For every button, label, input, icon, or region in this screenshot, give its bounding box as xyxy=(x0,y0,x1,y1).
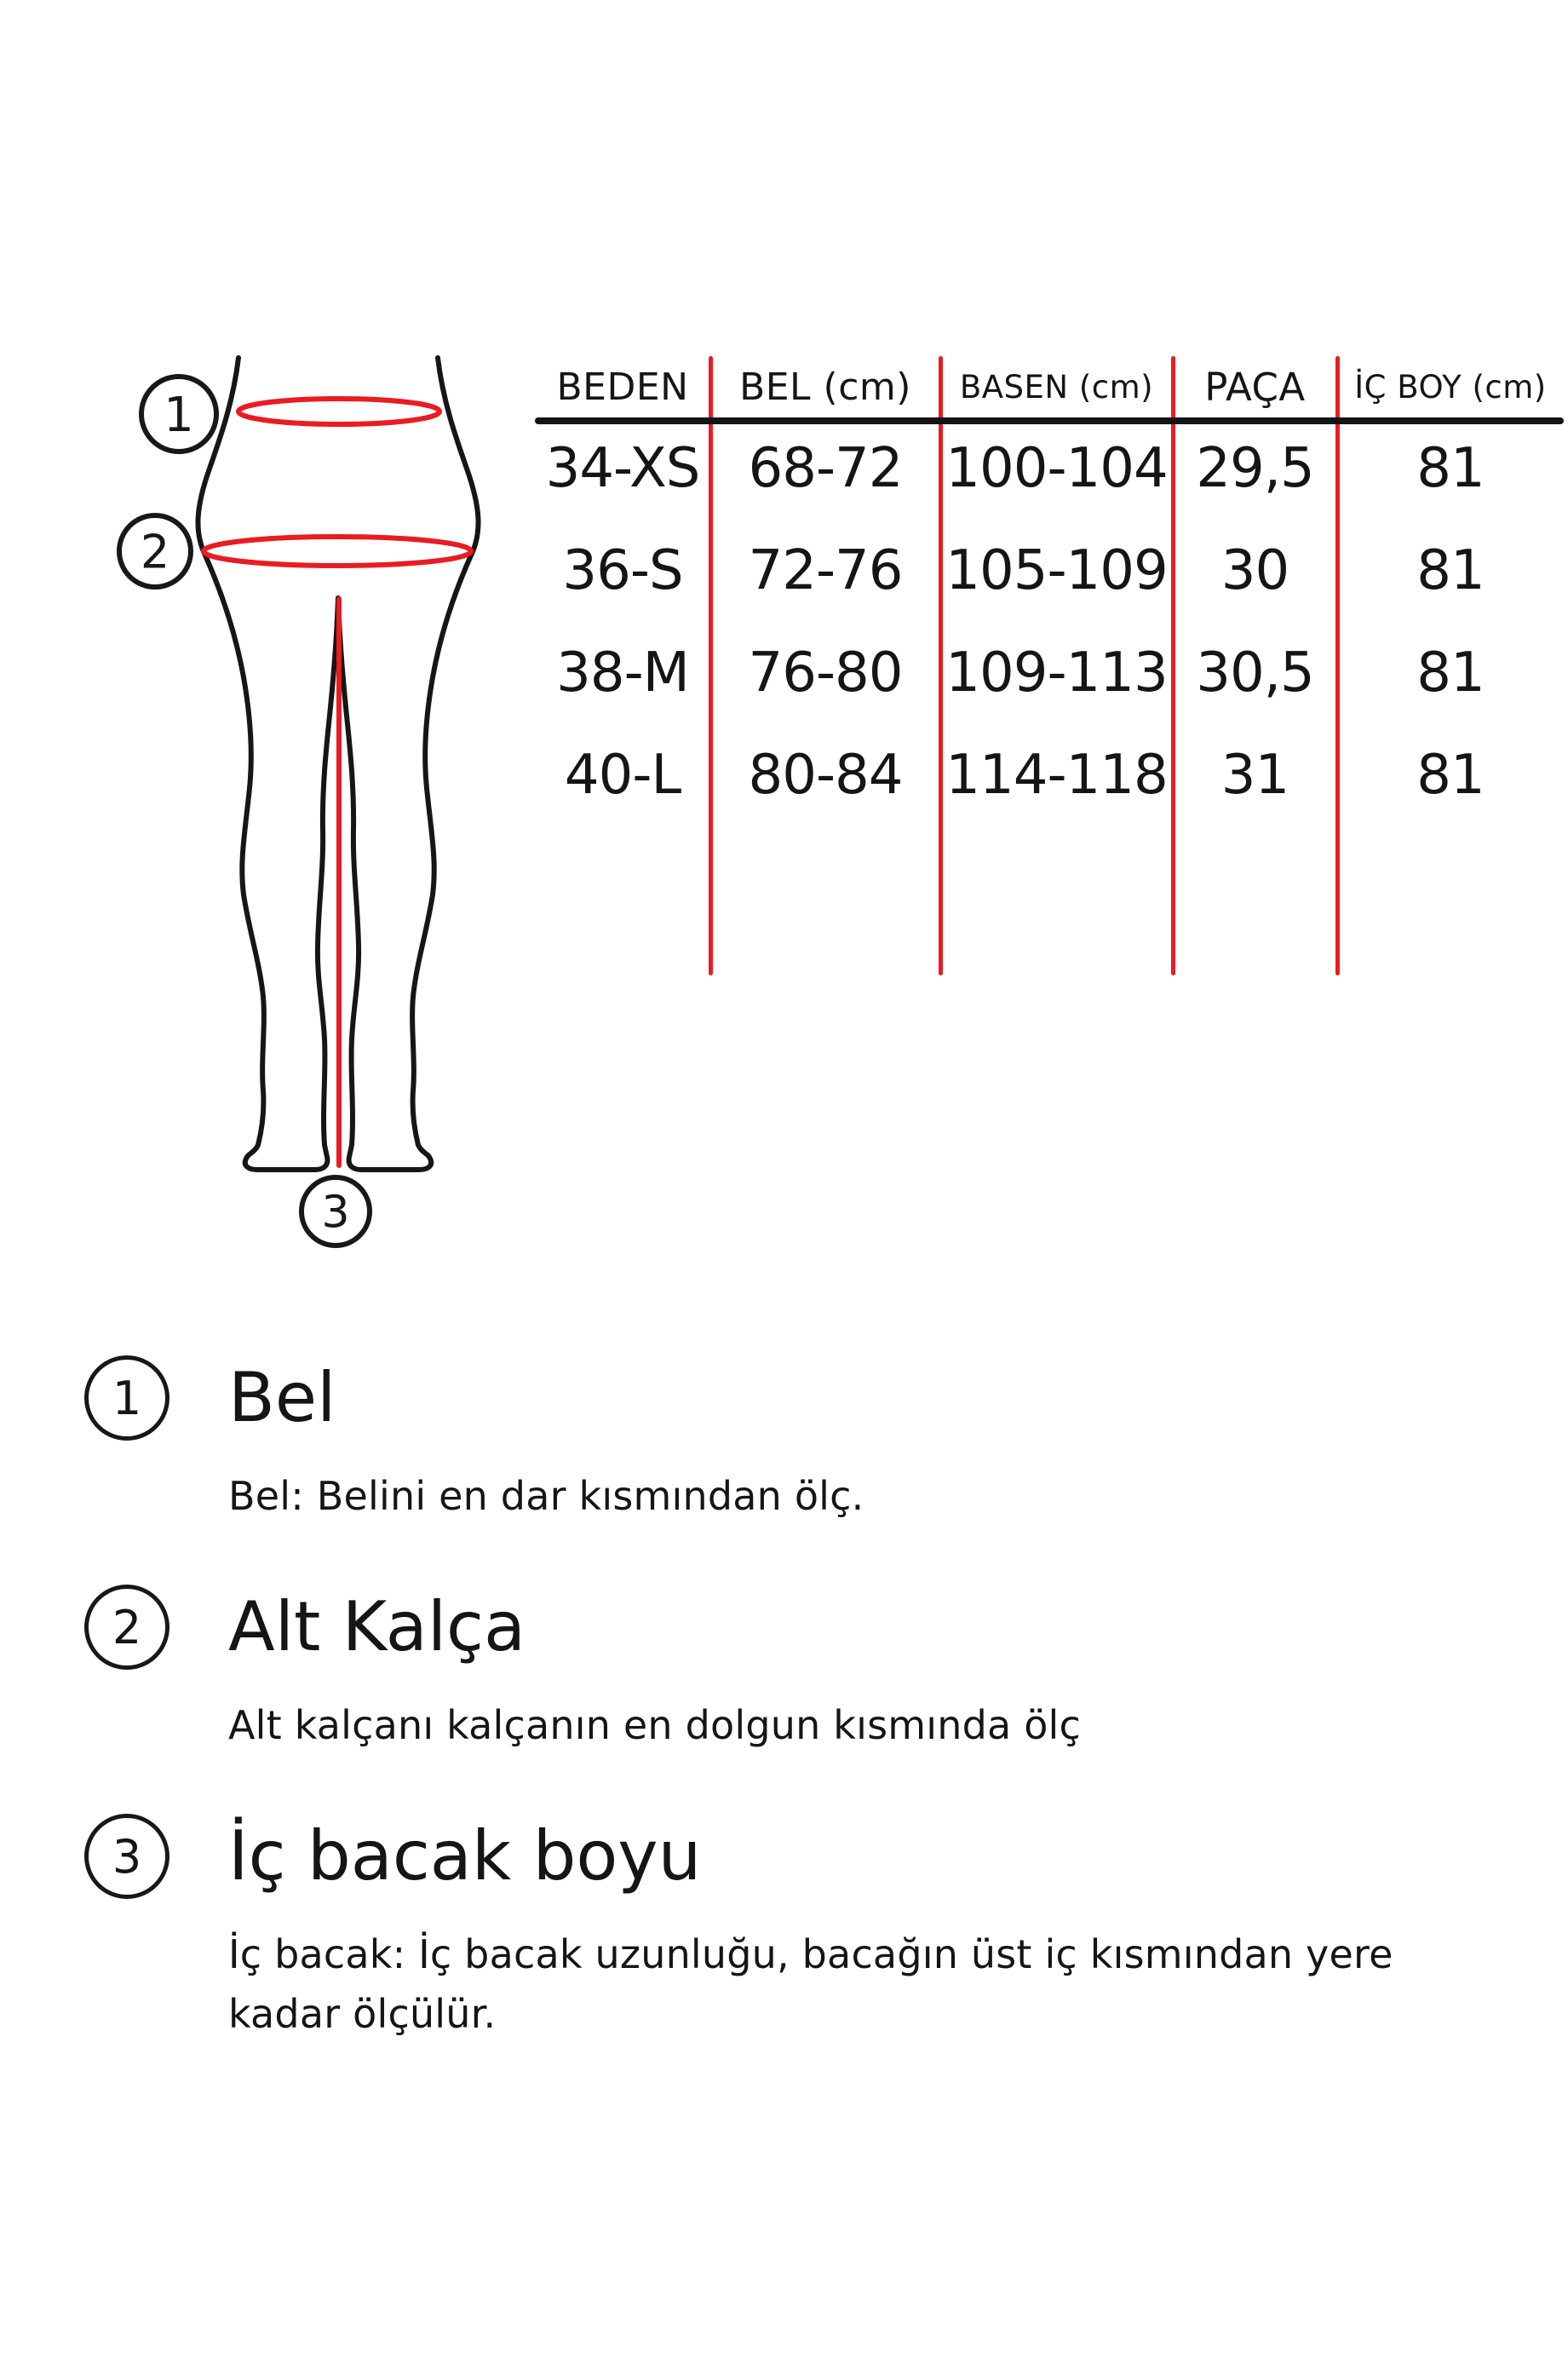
cell-bel: 80-84 xyxy=(748,744,903,807)
marker-3-label: 3 xyxy=(321,1187,350,1239)
header-bel: BEL (cm) xyxy=(739,365,911,409)
cell-paca: 29,5 xyxy=(1196,437,1314,500)
body-outline-left xyxy=(198,358,338,1170)
table-row xyxy=(535,520,1564,622)
table-header-row xyxy=(535,356,1564,417)
section-1-number: 1 xyxy=(84,1355,169,1441)
section-2-number: 2 xyxy=(84,1585,169,1670)
cell-basen: 105-109 xyxy=(945,539,1168,602)
section-ic-bacak-boyu xyxy=(84,1814,1489,2044)
legs-figure-svg xyxy=(85,341,528,1261)
header-paca: PAÇA xyxy=(1204,364,1306,410)
cell-paca: 31 xyxy=(1221,744,1289,807)
table-row xyxy=(535,622,1564,724)
cell-paca: 30,5 xyxy=(1196,641,1314,705)
header-basen: BASEN (cm) xyxy=(959,368,1154,406)
cell-basen: 114-118 xyxy=(945,744,1168,807)
cell-basen: 100-104 xyxy=(945,437,1168,500)
section-bel xyxy=(84,1355,1489,1526)
legs-measurement-figure xyxy=(85,341,528,1261)
cell-size: 34-XS xyxy=(545,437,700,500)
size-table xyxy=(535,356,1564,975)
section-3-number: 3 xyxy=(84,1814,169,1899)
header-ic-boy: İÇ BOY (cm) xyxy=(1354,368,1547,406)
section-1-description: Bel: Belini en dar kısmından ölç. xyxy=(228,1473,864,1519)
section-2-description: Alt kalçanı kalçanın en dolgun kısmında ölç xyxy=(228,1702,1082,1748)
table-row xyxy=(535,417,1564,520)
marker-1 xyxy=(141,377,216,452)
section-alt-kalca xyxy=(84,1585,1489,1755)
cell-ic-boy: 81 xyxy=(1416,744,1485,807)
section-3-description: İç bacak: İç bacak uzunluğu, bacağın üst iç kısmından yere kadar ölçülür. xyxy=(228,1931,1393,2037)
body-outline-right xyxy=(338,358,479,1170)
cell-ic-boy: 81 xyxy=(1416,437,1485,500)
table-body xyxy=(535,417,1564,826)
cell-bel: 72-76 xyxy=(748,539,903,602)
marker-3 xyxy=(302,1177,370,1246)
cell-size: 40-L xyxy=(564,744,681,807)
cell-bel: 76-80 xyxy=(748,641,903,705)
hip-measure-ellipse xyxy=(204,537,471,566)
section-1-title: Bel xyxy=(228,1358,336,1437)
cell-basen: 109-113 xyxy=(945,641,1168,705)
marker-2-label: 2 xyxy=(140,525,170,579)
section-2-title: Alt Kalça xyxy=(228,1587,526,1666)
table-row xyxy=(535,724,1564,826)
cell-paca: 30 xyxy=(1221,539,1289,602)
cell-size: 36-S xyxy=(562,539,683,602)
cell-size: 38-M xyxy=(556,641,689,705)
section-3-title: İç bacak boyu xyxy=(228,1816,702,1896)
marker-1-label: 1 xyxy=(164,388,194,444)
cell-ic-boy: 81 xyxy=(1416,641,1485,705)
waist-measure-ellipse xyxy=(238,399,439,424)
cell-bel: 68-72 xyxy=(748,437,903,500)
cell-ic-boy: 81 xyxy=(1416,539,1485,602)
header-beden: BEDEN xyxy=(556,365,689,409)
marker-2 xyxy=(119,515,191,587)
